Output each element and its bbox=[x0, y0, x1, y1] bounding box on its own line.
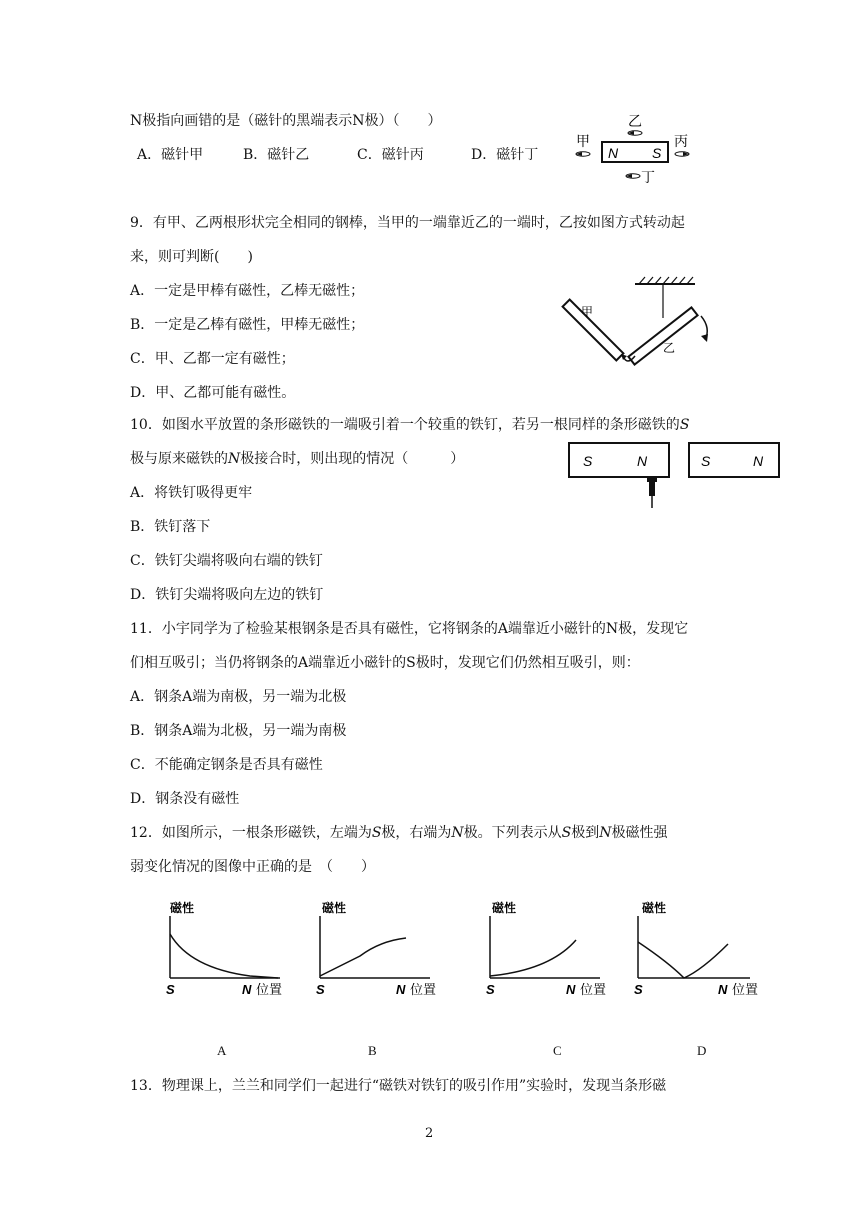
q11-option-c: C．不能确定钢条是否具有磁性 bbox=[130, 757, 323, 773]
q12-graph-a bbox=[150, 896, 290, 1006]
q11-option-b: B．钢条A端为北极，另一端为南极 bbox=[130, 723, 347, 739]
q8-label-ding: 丁 bbox=[641, 170, 655, 186]
graph-d-s: S bbox=[634, 982, 643, 997]
graph-c-ylabel: 磁性 bbox=[492, 901, 517, 915]
q12-caption-b: B bbox=[368, 1043, 377, 1058]
q8-magnet-n: N bbox=[608, 145, 619, 161]
q11-stem-line-2: 们相互吸引；当仍将钢条的A端靠近小磁针的S极时，发现它们仍然相互吸引，则： bbox=[130, 655, 640, 671]
q10-m1-s: S bbox=[583, 453, 593, 469]
q8-label-bing: 丙 bbox=[674, 134, 688, 150]
graph-d-n: N bbox=[718, 982, 728, 997]
graph-a-s: S bbox=[166, 982, 175, 997]
q8-stem: N极指向画错的是（磁针的黑端表示N极）（ ） bbox=[130, 113, 442, 129]
q9-label-yi: 乙 bbox=[663, 341, 676, 355]
graph-b-xlabel: 位置 bbox=[410, 983, 437, 998]
graph-a-ylabel: 磁性 bbox=[170, 901, 195, 915]
q9-stem-line-1: 9．有甲、乙两根形状完全相同的钢棒，当甲的一端靠近乙的一端时，乙按如图方式转动起 bbox=[130, 215, 685, 231]
q12-stem-line-1: 12．如图所示，一根条形磁铁，左端为S极，右端为N极。下列表示从S极到N极磁性强 bbox=[130, 825, 668, 841]
graph-b-ylabel: 磁性 bbox=[322, 901, 347, 915]
q10-m1-n: N bbox=[637, 453, 648, 469]
q13-stem-line-1: 13．物理课上，兰兰和同学们一起进行“磁铁对铁钉的吸引作用”实验时，发现当条形磁 bbox=[130, 1078, 667, 1094]
q8-label-jia: 甲 bbox=[576, 134, 590, 150]
q9-option-a: A．一定是甲棒有磁性，乙棒无磁性； bbox=[130, 283, 365, 299]
graph-b-s: S bbox=[316, 982, 325, 997]
graph-d-ylabel: 磁性 bbox=[642, 901, 667, 915]
q10-m2-s: S bbox=[701, 453, 711, 469]
graph-b-n: N bbox=[396, 982, 406, 997]
q10-figure bbox=[565, 440, 785, 512]
q12-caption-c: C bbox=[553, 1043, 562, 1058]
q12-graph-c bbox=[470, 896, 610, 1006]
graph-a-xlabel: 位置 bbox=[256, 983, 283, 998]
q10-option-d: D．铁钉尖端将吸向左边的铁钉 bbox=[130, 587, 324, 603]
q9-label-jia: 甲 bbox=[581, 305, 594, 319]
q9-option-d: D．甲、乙都可能有磁性。 bbox=[130, 385, 296, 401]
q10-stem-line-1: 10．如图水平放置的条形磁铁的一端吸引着一个较重的铁钉，若另一根同样的条形磁铁的S bbox=[130, 417, 690, 433]
graph-c-n: N bbox=[566, 982, 576, 997]
q12-graph-b bbox=[300, 896, 440, 1006]
q8-figure bbox=[570, 106, 700, 186]
q10-option-a: A．将铁钉吸得更牢 bbox=[130, 485, 253, 501]
q12-caption-a: A bbox=[217, 1043, 227, 1058]
q12-stem-line-2: 弱变化情况的图像中正确的是 （ ） bbox=[130, 859, 375, 875]
q8-option-a: A．磁针甲 bbox=[137, 147, 204, 163]
q10-m2-n: N bbox=[753, 453, 764, 469]
q11-stem-line-1: 11．小宇同学为了检验某根钢条是否具有磁性，它将钢条的A端靠近小磁针的N极，发现它 bbox=[130, 621, 689, 637]
q11-option-d: D．钢条没有磁性 bbox=[130, 791, 240, 807]
q8-option-d: D．磁针丁 bbox=[471, 147, 539, 163]
q12-caption-d: D bbox=[697, 1043, 707, 1058]
q10-stem-line-2: 极与原来磁铁的N极接合时，则出现的情况（ ） bbox=[130, 451, 465, 467]
q8-option-b: B．磁针乙 bbox=[243, 147, 310, 163]
q9-figure bbox=[555, 276, 725, 376]
q8-magnet-s: S bbox=[652, 145, 662, 161]
q9-option-b: B．一定是乙棒有磁性，甲棒无磁性； bbox=[130, 317, 365, 333]
graph-d-xlabel: 位置 bbox=[732, 983, 759, 998]
q9-option-c: C．甲、乙都一定有磁性； bbox=[130, 351, 295, 367]
q9-stem-line-2: 来，则可判断( ) bbox=[130, 249, 253, 265]
graph-a-n: N bbox=[242, 982, 252, 997]
q11-option-a: A．钢条A端为南极，另一端为北极 bbox=[130, 689, 347, 705]
q12-graph-d bbox=[618, 896, 768, 1006]
q10-option-b: B．铁钉落下 bbox=[130, 519, 211, 535]
graph-c-s: S bbox=[486, 982, 495, 997]
q10-option-c: C．铁钉尖端将吸向右端的铁钉 bbox=[130, 553, 323, 569]
graph-c-xlabel: 位置 bbox=[580, 983, 607, 998]
q8-label-yi: 乙 bbox=[628, 114, 642, 130]
page-number: 2 bbox=[425, 1126, 434, 1141]
q8-option-c: C．磁针丙 bbox=[357, 147, 424, 163]
